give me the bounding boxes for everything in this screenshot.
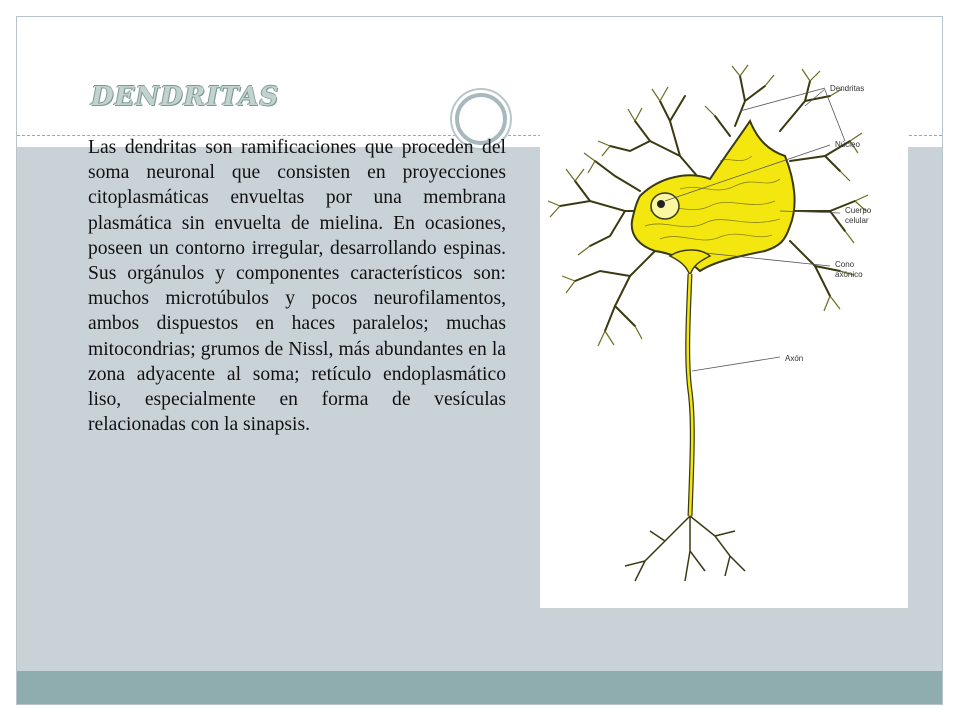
label-cono-2: axónico [835, 270, 863, 279]
label-cuerpo-2: celular [845, 216, 869, 225]
neuron-diagram [540, 61, 908, 608]
label-dendritas: Dendritas [830, 84, 865, 93]
axon-terminals [625, 516, 745, 581]
slide-title: DENDRITAS [91, 82, 280, 112]
slide-body-text: Las dendritas son ramificaciones que proceden del soma neuronal que consisten en proyecciones citoplasmáticas envueltas por una membrana plasmática sin envuelta de mielina. En ocasiones, poseen un contorno irregular, desarrollando espinas. Sus orgánulos y componentes característicos son: muchos microtúbulos y pocos neurofilamentos, ambos dispuestos en haces paralelos; muchas mitocondrias; grumos de Nissl, más abundantes en la zona adyacente al soma; retículo endoplasmático liso, especialmente en forma de vesículas relacionadas con la sinapsis. [88, 137, 506, 436]
footer-band [17, 671, 942, 705]
label-cuerpo-1: Cuerpo [845, 206, 872, 215]
label-cono-1: Cono [835, 260, 855, 269]
neuron-figure [540, 61, 908, 608]
nucleolus [657, 200, 665, 208]
nucleus [651, 193, 679, 219]
label-nucleo: Núcleo [835, 140, 860, 149]
label-axon: Axón [785, 354, 804, 363]
